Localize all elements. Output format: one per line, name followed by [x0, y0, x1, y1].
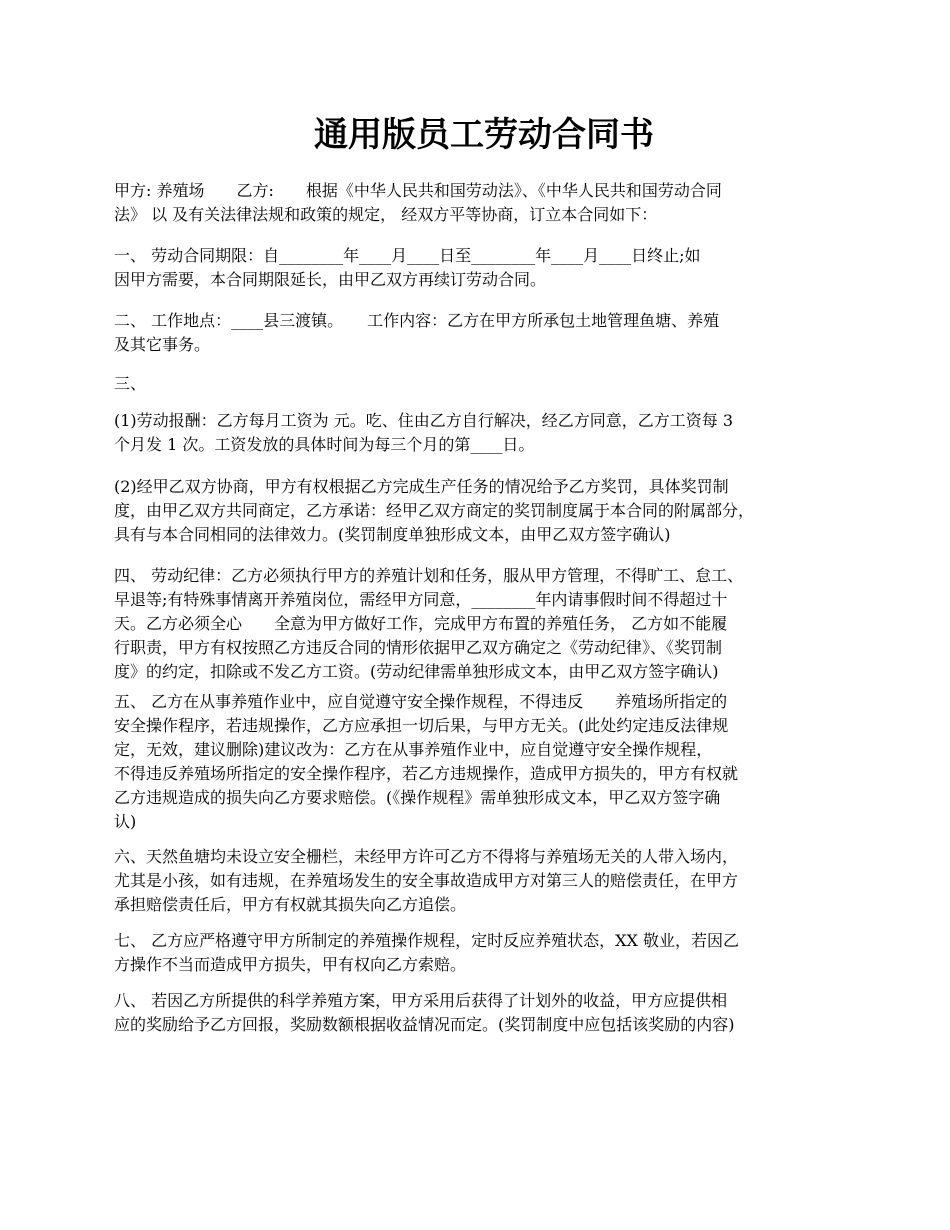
clause-3-1-paragraph	[114, 409, 854, 457]
text-line: 天。乙方必须全心 全意为甲方做好工作，完成甲方布置的养殖任务， 乙方如不能履	[114, 614, 728, 633]
text-line: 法》 以 及有关法律法规和政策的规定， 经双方平等协商，订立本合同如下：	[114, 205, 658, 224]
text-line: 承担赔偿责任后，甲方有权就其损失向乙方追偿。	[114, 895, 467, 914]
text-line: 早退等;有特殊事情离开养殖岗位，需经甲方同意，________年内请事假时间不得超过十	[114, 590, 728, 609]
text-line: 度》的约定，扣除或不发乙方工资。(劳动纪律需单独形成文本，由甲乙双方签字确认)	[114, 662, 719, 681]
clause-2-paragraph	[114, 309, 854, 357]
text-line: (2)经甲乙双方协商，甲方有权根据乙方完成生产任务的情况给予乙方奖罚，具体奖罚制	[114, 477, 729, 496]
text-line: 三、	[114, 374, 147, 393]
text-line: 因甲方需要，本合同期限延长，由甲乙双方再续订劳动合同。	[114, 270, 547, 289]
clause-5-paragraph	[114, 690, 854, 834]
text-line: 六、天然鱼塘均未设立安全栅栏，未经甲方许可乙方不得将与养殖场无关的人带入场内，	[114, 847, 739, 866]
text-line: 一、 劳动合同期限：自________年____月____日至________年____月____日终止;如	[114, 246, 701, 265]
intro-paragraph	[114, 179, 854, 227]
text-line: 不得违反养殖场所指定的安全操作程序，若乙方违规操作，造成甲方损失的，甲方有权就	[114, 764, 739, 783]
document-title: 通用版员工劳动合同书	[314, 115, 654, 155]
text-line: 具有与本合同相同的法律效力。(奖罚制度单独形成文本，由甲乙双方签字确认)	[114, 525, 671, 544]
text-line: 定，无效，建议删除)建议改为：乙方在从事养殖作业中，应自觉遵守安全操作规程，	[114, 740, 713, 759]
clause-4-paragraph	[114, 564, 854, 684]
text-line: 乙方违规造成的损失向乙方要求赔偿。(《操作规程》需单独形成文本，甲乙双方签字确	[114, 788, 721, 807]
text-line: 及其它事务。	[114, 335, 211, 354]
text-line: 八、 若因乙方所提供的科学养殖方案，甲方采用后获得了计划外的收益，甲方应提供相	[114, 991, 728, 1010]
text-line: 尤其是小孩，如有违规，在养殖场发生的安全事故造成甲方对第三人的赔偿责任，在甲方	[114, 871, 739, 890]
text-line: 行职责，甲方有权按照乙方违反合同的情形依据甲乙双方确定之《劳动纪律》、《奖罚制	[114, 638, 723, 657]
text-line: 五、 乙方在从事养殖作业中，应自觉遵守安全操作规程，不得违反 养殖场所指定的	[114, 692, 728, 711]
clause-6-paragraph	[114, 845, 854, 917]
text-line: 应的奖励给予乙方回报，奖励数额根据收益情况而定。(奖罚制度中应包括该奖励的内容)	[114, 1015, 735, 1034]
text-line: 个月发 1 次。工资发放的具体时间为每三个月的第____日。	[114, 435, 535, 454]
text-line: 方操作不当而造成甲方损失，甲有权向乙方索赔。	[114, 955, 467, 974]
clause-8-paragraph	[114, 989, 854, 1037]
text-line: 甲方: 养殖场 乙方: 根据《中华人民共和国劳动法》、《中华人民共和国劳动合同	[114, 181, 722, 200]
clause-1-paragraph	[114, 244, 854, 292]
clause-3-2-paragraph	[114, 475, 854, 547]
text-line: 度，由甲乙双方共同商定，乙方承诺：经甲乙双方商定的奖罚制度属于本合同的附属部分，	[114, 501, 755, 520]
clause-3-heading	[114, 372, 854, 396]
text-line: (1)劳动报酬：乙方每月工资为 元。吃、住由乙方自行解决，经乙方同意，乙方工资每 3	[114, 411, 734, 430]
text-line: 七、 乙方应严格遵守甲方所制定的养殖操作规程，定时反应养殖状态，XX 敬业，若因乙	[114, 931, 739, 950]
text-line: 安全操作程序，若违规操作，乙方应承担一切后果，与甲方无关。(此处约定违反法律规	[114, 716, 729, 735]
text-line: 二、 工作地点：____县三渡镇。 工作内容：乙方在甲方所承包土地管理鱼塘、养殖	[114, 311, 720, 330]
text-line: 认)	[114, 812, 137, 831]
text-line: 四、 劳动纪律：乙方必须执行甲方的养殖计划和任务，服从甲方管理，不得旷工、怠工、	[114, 566, 744, 585]
clause-7-paragraph	[114, 929, 854, 977]
